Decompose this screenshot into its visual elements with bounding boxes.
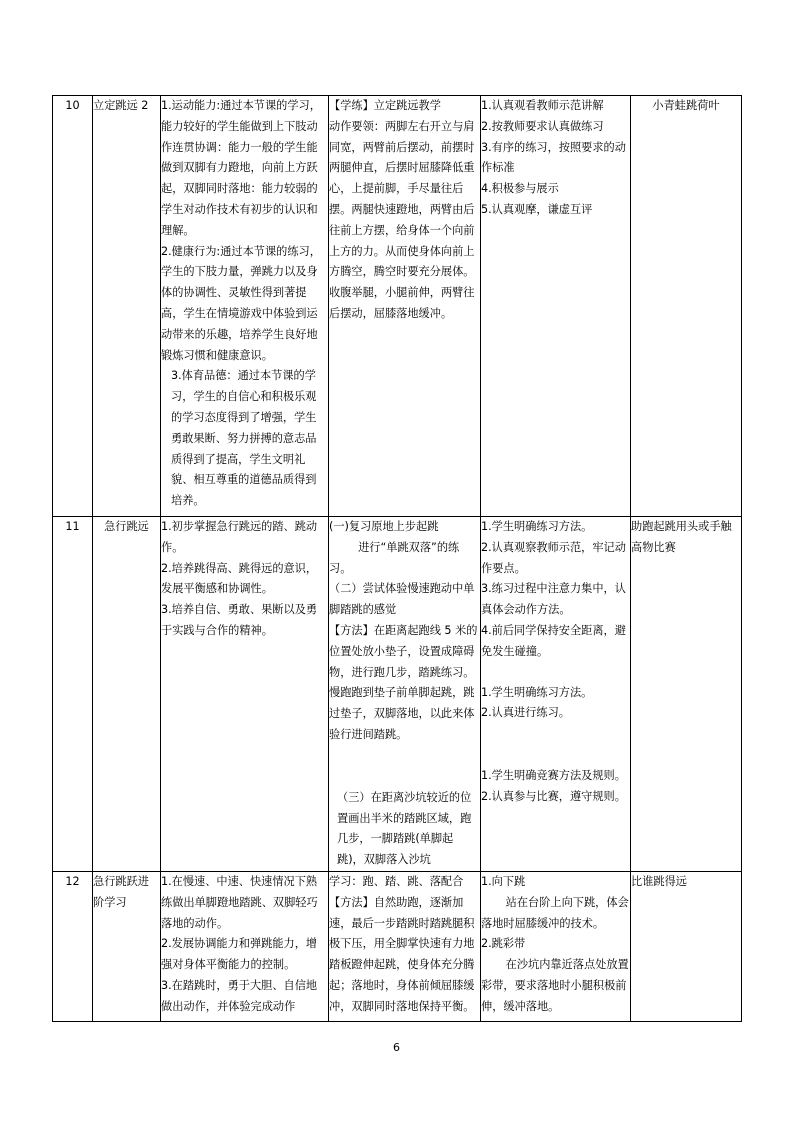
method-item: 1.认真观看教师示范讲解	[481, 99, 604, 112]
table-row	[53, 517, 742, 872]
lesson-content	[329, 517, 481, 872]
game-activity: 比谁跳得远	[631, 872, 742, 1022]
content-item: （二）尝试体验慢速跑动中单脚踏跳的感觉	[329, 582, 475, 617]
goal-item: 3.培养自信、勇敢、果断以及勇于实践与合作的精神。	[161, 603, 318, 637]
method-item: 4.积极参与展示	[481, 182, 559, 196]
lesson-number: 12	[53, 872, 93, 1022]
lesson-topic: 急行跳跃进阶学习	[93, 872, 161, 1022]
method-item: 4.前后同学保持安全距离，避免发生碰撞。	[481, 623, 626, 658]
lesson-content	[329, 96, 481, 517]
goal-item: 2.健康行为:通过本节课的练习，学生的下肢力量，弹跳力以及身体的协调性、灵敏性得到著提高，学生在情境游戏中体验到运动带来的乐趣，培养学生良好地锻炼习惯和健康意识。	[161, 244, 321, 362]
method-item: 3.有序的练习，按照要求的动作标准	[481, 140, 626, 175]
method-item: 2.认真进行练习。	[481, 706, 570, 720]
learning-methods	[481, 96, 631, 517]
content-item: 慢跑跑到垫子前单脚起跳，跳过垫子，双脚落地，以此来体验行进间踏跳。	[329, 686, 475, 741]
content-item: 进行“单跳双落”的练习。	[329, 540, 460, 575]
method-item: 1.学生明确练习方法。	[481, 685, 593, 699]
lesson-number: 11	[53, 517, 93, 872]
game-activity: 小青蛙跳荷叶	[631, 96, 742, 517]
goal-item: 1.运动能力:通过本节课的学习，能力较好的学生能做到上下肢动作连贯协调：能力一般的学生能做到双脚有力蹬地，向前上方跃起，双脚同时落地：能力较弱的学生对动作技术有初步的认识和理解。	[161, 99, 321, 237]
method-item: 1.学生明确竞赛方法及规则。	[481, 769, 626, 783]
content-item: 动作要领：两脚左右开立与肩同宽，两臂前后摆动，前摆时两腿伸直，后摆时屈膝降低重心，上提前脚，手尽量往后摆。两腿快速蹬地，两臂由后往前上方摆，给身体一个向前上方的力。从而使身体向前上方腾空，腾空时要充分展体。收腹举腿，小腿前伸，两臂往后摆动，屈膝落地缓冲。	[329, 119, 475, 320]
method-item: 1.学生明确练习方法。	[481, 520, 593, 533]
lesson-topic: 立定跳远 2	[93, 96, 161, 517]
lesson-plan-table	[52, 95, 742, 1022]
content-item: 【学练】立定跳远教学	[329, 99, 441, 112]
method-item: 2.认真参与比赛，遵守规则。	[481, 789, 626, 803]
game-activity: 助跑起跳用头或手触高物比赛	[631, 517, 742, 872]
method-item: 2.按教师要求认真做练习	[481, 119, 604, 133]
content-item: 【方法】自然助跑，逐渐加速，最后一步踏跳时踏跳腿积极下压，用全脚掌快速有力地踏板蹬伸起跳，使身体充分腾起；落地时，身体前倾屈膝缓冲，双脚同时落地保持平衡。	[329, 895, 475, 1013]
method-item: 5.认真观摩，谦虚互评	[481, 202, 593, 216]
method-item: 在沙坑内靠近落点处放置彩带，要求落地时小腿积极前伸，缓冲落地。	[481, 958, 629, 1013]
goal-item: 2.发展协调能力和弹跳能力，增强对身体平衡能力的控制。	[161, 937, 318, 972]
lesson-content	[329, 872, 481, 1022]
goal-item: 1.在慢速、中速、快速情况下熟练做出单脚蹬地踏跳、双脚轻巧落地的动作。	[161, 875, 318, 930]
content-item: (一)复习原地上步起跳	[329, 520, 439, 533]
method-item: 2.认真观察教师示范，牢记动作要点。	[481, 540, 626, 575]
method-item: 1.向下跳	[481, 875, 526, 888]
lesson-topic: 急行跳远	[93, 517, 161, 872]
lesson-goals	[161, 96, 329, 517]
content-item: （三）在距离沙坑较近的位置画出半米的踏跳区域，跑几步，一脚踏跳(单脚起跳)，双脚落入沙坑	[337, 790, 472, 867]
content-item: 【方法】在距离起跑线 5 米的位置处放小垫子，设置成障碍物，进行跑几步，踏跳练习。	[329, 623, 478, 679]
learning-methods	[481, 872, 631, 1022]
method-item: 2.跳彩带	[481, 937, 526, 951]
table-row	[53, 96, 742, 517]
goal-item: 3.体育品德：通过本节课的学习，学生的自信心和积极乐观的学习态度得到了增强，学生勇敢果断、努力拼搏的意志品质得到了提高，学生文明礼貌、相互尊重的道德品质得到培养。	[171, 369, 317, 508]
method-item: 3.练习过程中注意力集中，认真体会动作方法。	[481, 582, 626, 617]
page-number: 6	[393, 1041, 400, 1054]
lesson-number: 10	[53, 96, 93, 517]
method-item: 站在台阶上向下跳，体会落地时屈膝缓冲的技术。	[481, 895, 629, 930]
lesson-goals	[161, 872, 329, 1022]
lesson-goals	[161, 517, 329, 872]
goal-item: 2.培养跳得高、跳得远的意识，发展平衡感和协调性。	[161, 561, 318, 596]
goal-item: 1.初步掌握急行跳远的踏、跳动作。	[161, 520, 318, 554]
learning-methods	[481, 517, 631, 872]
table-row	[53, 872, 742, 1022]
content-item: 学习：跑、踏、跳、落配合	[329, 875, 464, 888]
goal-item: 3.在踏跳时，勇于大胆、自信地做出动作，并体验完成动作	[161, 978, 318, 1013]
